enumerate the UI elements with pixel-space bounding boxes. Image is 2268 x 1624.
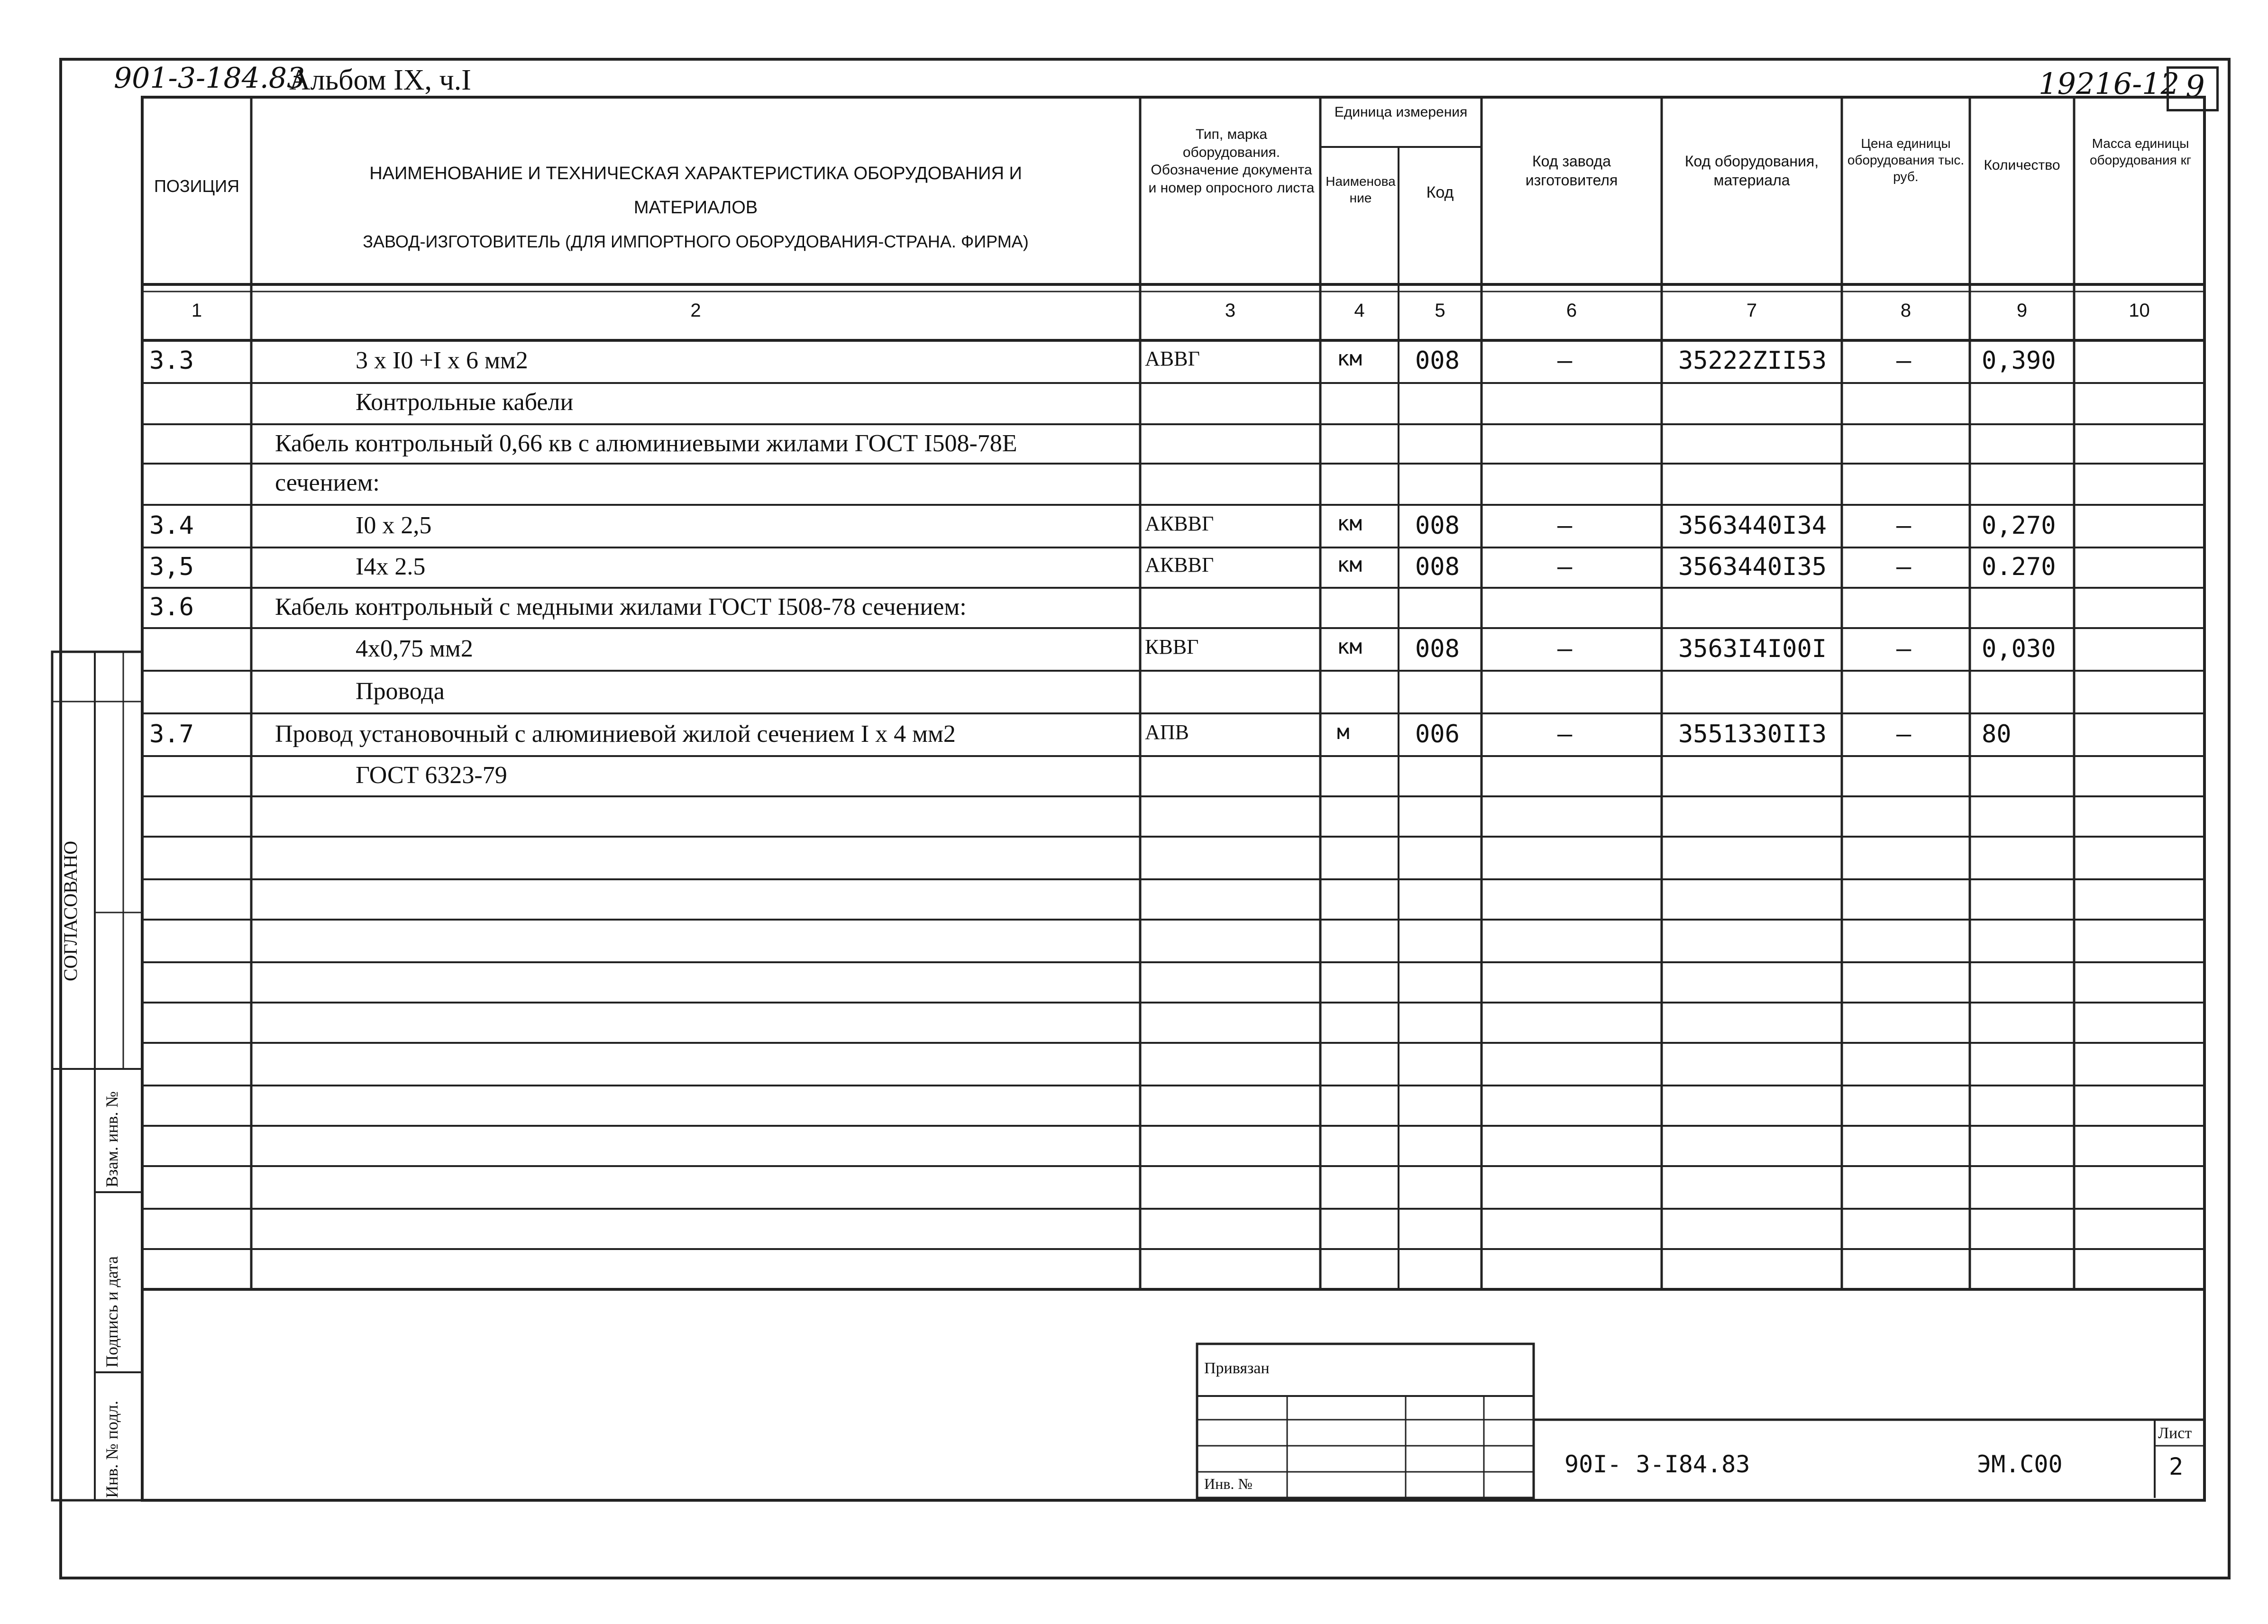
cell-name: Кабель контрольный с медными жилами ГОСТ I508-78 сечением: [275, 593, 967, 620]
cell-material-code: 3563I4I00I [1678, 635, 1827, 663]
colnum-2: 2 [690, 300, 701, 321]
cell-unit-code: 008 [1415, 511, 1460, 540]
header-mass: Масса единицы оборудования кг [2089, 136, 2192, 167]
cell-unit-code: 006 [1415, 720, 1460, 748]
page-number: 9 [2186, 69, 2205, 104]
cell-name: I4x 2.5 [356, 553, 426, 580]
agreed-label: СОГЛАСОВАНО [60, 840, 81, 981]
cell-name: Контрольные кабели [356, 389, 574, 416]
cell-name: сечением: [275, 469, 380, 496]
doc-code-handwritten: 901-3-184.83 [114, 62, 305, 95]
colnum-8: 8 [1900, 300, 1911, 321]
cell-unit: км [1337, 635, 1362, 659]
cell-price: – [1896, 553, 1911, 581]
header-price: Цена единицы оборудования тыс. руб. [1847, 136, 1965, 184]
header-qty: Количество [1984, 157, 2060, 173]
colnum-5: 5 [1435, 300, 1445, 321]
cell-quantity: 0,270 [1982, 511, 2056, 540]
cell-unit: км [1337, 347, 1362, 371]
cell-material-code: 3551330II3 [1678, 720, 1827, 748]
colnum-1: 1 [191, 300, 202, 321]
header-plant-code: Код завода изготовителя [1525, 153, 1618, 189]
cell-type: АКВВГ [1145, 553, 1214, 576]
cell-unit: км [1337, 511, 1362, 536]
album-label: Альбом IX, ч.I [289, 64, 471, 96]
inv-orig-label: Инв. № подл. [102, 1400, 121, 1498]
cell-name: Провод установочный с алюминиевой жилой сечением I x 4 мм2 [275, 721, 956, 748]
colnum-3: 3 [1225, 300, 1236, 321]
cell-name: Кабель контрольный 0,66 кв с алюминиевыми жилами ГОСТ I508-78Е [275, 430, 1017, 457]
stamp-mark: ЭМ.С00 [1977, 1451, 2063, 1478]
stamp-inv-no: Инв. № [1204, 1475, 1253, 1492]
cell-material-code: 35222ZII53 [1678, 347, 1827, 375]
stamp-sheet-label: Лист [2158, 1424, 2192, 1442]
header-name-line1: МАТЕРИАЛОВ [633, 198, 758, 218]
cell-name: Провода [356, 678, 445, 705]
header-name-line0: НАИМЕНОВАНИЕ И ТЕХНИЧЕСКАЯ ХАРАКТЕРИСТИКА ОБОРУДОВАНИЯ И [369, 164, 1022, 183]
cell-position: 3.7 [149, 720, 194, 748]
cell-material-code: 3563440I35 [1678, 553, 1827, 581]
cell-price: – [1896, 347, 1911, 375]
header-unit-name: Наименование [1326, 174, 1396, 205]
cell-plant-code: – [1557, 347, 1573, 375]
header-type: Тип, марка оборудования. Обозначение документа и номер опросного листа [1148, 127, 1315, 196]
cell-name: 3 x I0 +I x 6 мм2 [356, 347, 528, 374]
cell-position: 3.4 [149, 511, 194, 540]
cell-position: 3,5 [149, 553, 194, 581]
cell-material-code: 3563440I34 [1678, 511, 1827, 540]
cell-unit: км [1337, 553, 1362, 577]
header-unit-title: Единица измерения [1334, 104, 1468, 120]
cell-plant-code: – [1557, 720, 1573, 748]
cell-price: – [1896, 511, 1911, 540]
header-position: ПОЗИЦИЯ [154, 176, 239, 196]
cell-quantity: 80 [1982, 720, 2012, 748]
cell-unit-code: 008 [1415, 553, 1460, 581]
colnum-6: 6 [1566, 300, 1577, 321]
cell-quantity: 0.270 [1982, 553, 2056, 581]
cell-type: АПВ [1145, 721, 1189, 744]
cell-plant-code: – [1557, 553, 1573, 581]
colnum-10: 10 [2129, 300, 2150, 321]
header-name-line2: ЗАВОД-ИЗГОТОВИТЕЛЬ (ДЛЯ ИМПОРТНОГО ОБОРУДОВАНИЯ-СТРАНА. ФИРМА) [363, 232, 1029, 251]
cell-unit-code: 008 [1415, 347, 1460, 375]
cell-name: 4x0,75 мм2 [356, 635, 473, 662]
cell-type: АКВВГ [1145, 512, 1214, 535]
colnum-9: 9 [2016, 300, 2028, 321]
cell-price: – [1896, 635, 1911, 663]
header-unit-code: Код [1426, 183, 1454, 201]
cell-type: АВВГ [1145, 347, 1200, 370]
cell-quantity: 0,030 [1982, 635, 2056, 663]
cell-position: 3.3 [149, 347, 194, 375]
cell-type: КВВГ [1145, 635, 1199, 658]
cell-price: – [1896, 720, 1911, 748]
cell-position: 3.6 [149, 593, 194, 621]
cell-unit-code: 008 [1415, 635, 1460, 663]
cell-name: I0 x 2,5 [356, 512, 432, 539]
colnum-7: 7 [1746, 300, 1757, 321]
cell-quantity: 0,390 [1982, 347, 2056, 375]
stamp-linked: Привязан [1204, 1359, 1270, 1377]
header-material-code: Код оборудования, материала [1684, 153, 1819, 189]
cell-name: ГОСТ 6323-79 [356, 762, 507, 789]
colnum-4: 4 [1354, 300, 1365, 321]
inventory-handwritten: 19216-12 [2039, 66, 2180, 101]
sign-date-label: Подпись и дата [102, 1256, 121, 1368]
inv-replace-label: Взам. инв. № [102, 1091, 121, 1187]
stamp-sheet-number: 2 [2169, 1453, 2184, 1480]
cell-unit: м [1337, 720, 1350, 744]
cell-plant-code: – [1557, 635, 1573, 663]
stamp-doc-code: 90I- 3-I84.83 [1564, 1451, 1750, 1478]
cell-plant-code: – [1557, 511, 1573, 540]
